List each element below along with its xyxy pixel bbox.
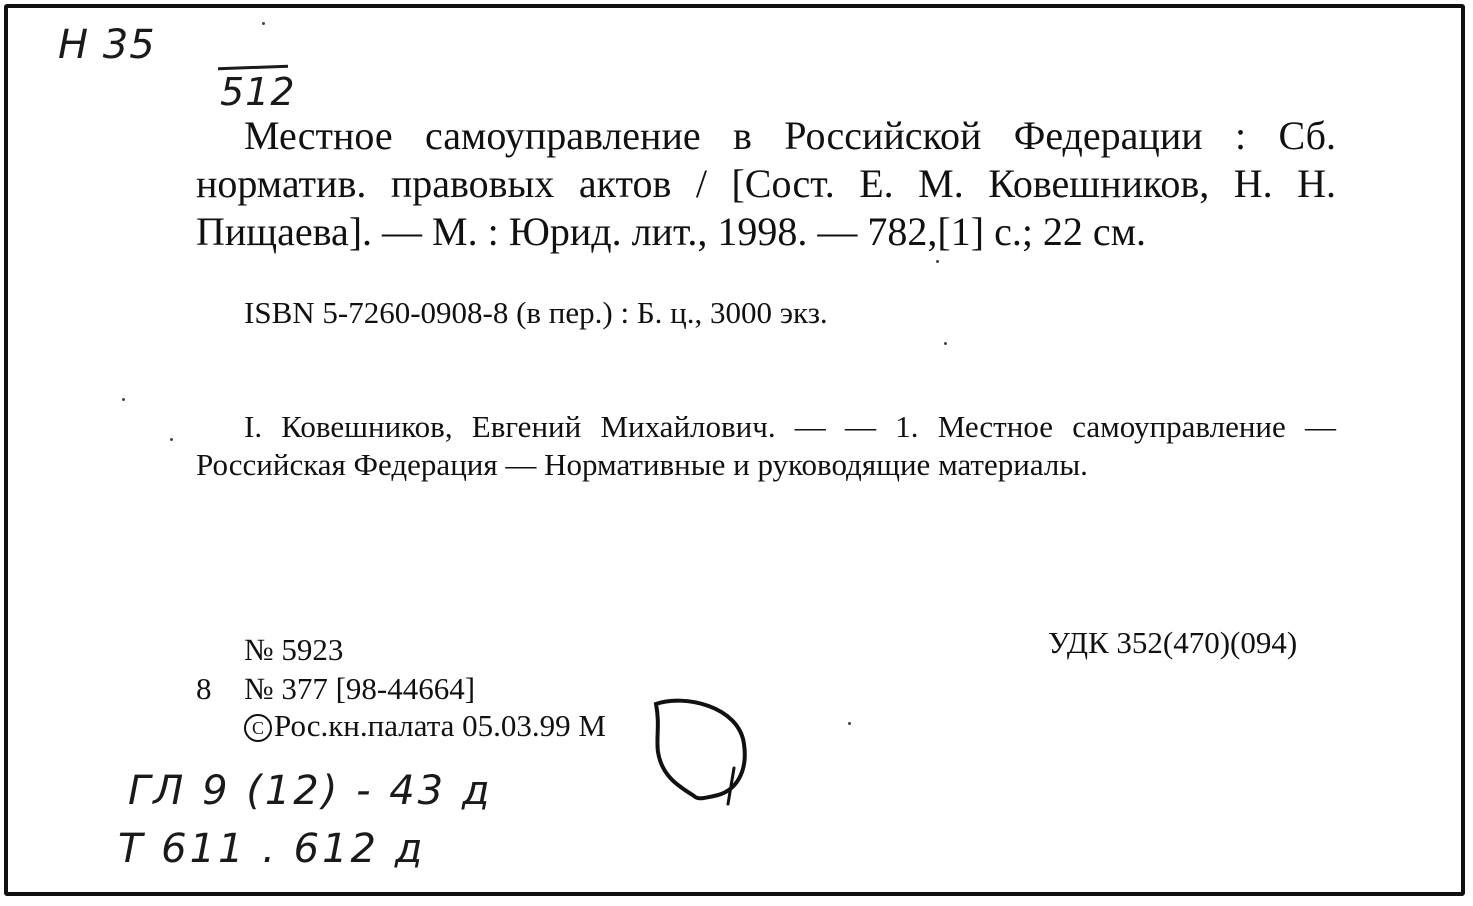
scan-speck <box>170 438 173 441</box>
copyright-line <box>244 708 606 744</box>
bibliographic-description: Местное самоуправление в Российской Федерации : Сб. норматив. правовых актов / [Сост. Е. М. Ковешников, Н. Н. Пищаева]. — М. : Юрид. лит., 1998. — 782,[1] с.; 22 см. <box>196 113 1336 254</box>
handwritten-call-number-2: Т 611 . 612 д <box>118 826 426 872</box>
shelf-code-prefix: Н 35 <box>58 22 156 68</box>
copyright-icon: C <box>244 714 272 742</box>
shelf-code <box>58 22 296 114</box>
handwritten-call-number-1: ГЛ 9 (12) - 43 д <box>128 768 493 814</box>
tracing-note: I. Ковешников, Евгений Михайлович. — — 1. Местное самоуправление — Российская Федерация — Нормативные и руководящие материалы. <box>196 409 1336 482</box>
copyright-text: Рос.кн.палата 05.03.99 М <box>274 708 606 743</box>
registration-number: № 5923 <box>244 632 344 667</box>
book-chamber-number: № 377 [98-44664] <box>244 671 476 706</box>
scan-speck <box>262 22 265 25</box>
scan-speck <box>944 342 947 345</box>
card-count: 8 <box>196 671 212 706</box>
stamp-mark-icon <box>644 696 764 816</box>
isbn-line: ISBN 5-7260-0908-8 (в пер.) : Б. ц., 3000 экз. <box>244 295 828 330</box>
scan-speck <box>936 260 939 263</box>
scan-speck <box>122 398 125 401</box>
shelf-code-denominator: 512 <box>220 70 296 114</box>
udc-classification: УДК 352(470)(094) <box>1048 625 1298 660</box>
scan-speck <box>848 722 851 725</box>
